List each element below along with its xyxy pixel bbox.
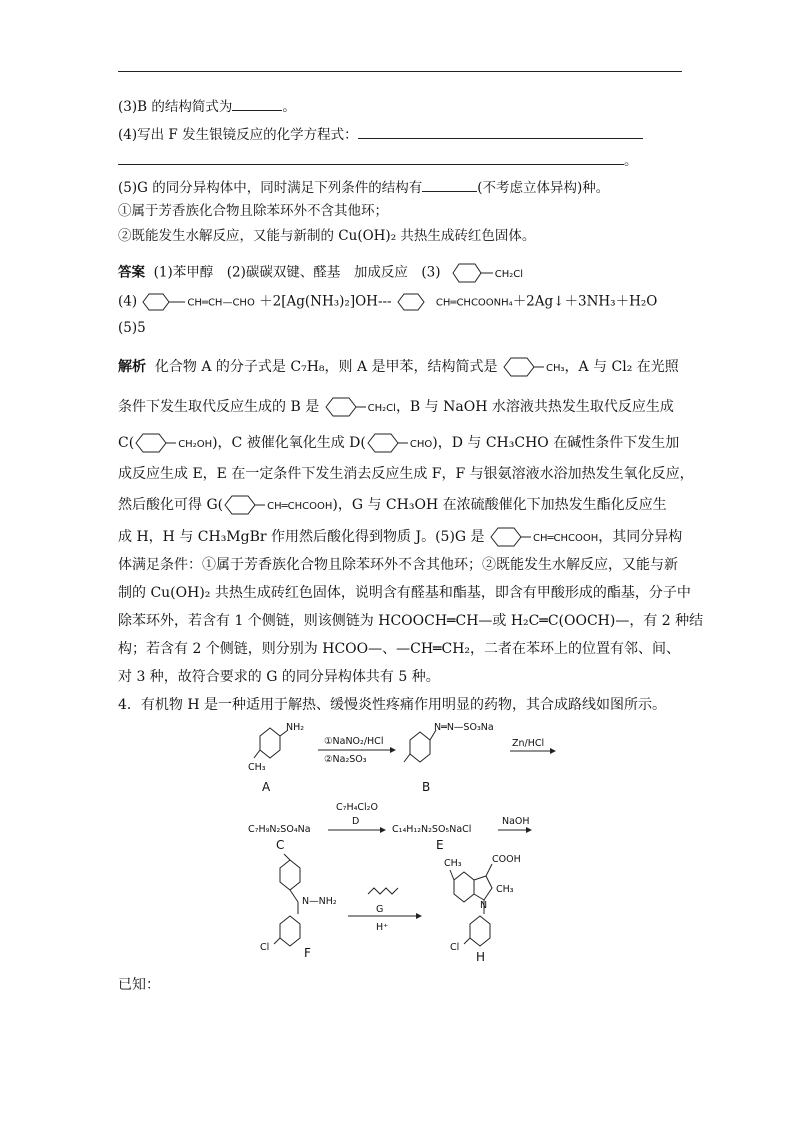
analysis-text: )，D 与 CH₃CHO 在碱性条件下发生加: [432, 435, 680, 451]
known-conditions-heading: 已知：: [118, 977, 160, 993]
q3-condition-1: ①属于芳香族化合物且除苯环外不含其他环；: [118, 203, 388, 219]
chlorine-label: Cl: [450, 942, 460, 953]
hydrazide-group-label: N—NH₂: [302, 896, 337, 907]
compound-h-label: H: [476, 950, 486, 964]
compound-h-pyrrole-ring: [474, 876, 492, 900]
analysis-line-1: [118, 356, 679, 378]
benzene-ring-icon: [134, 432, 178, 454]
reaction-1-reagent-bottom: ②Na₂SO₃: [324, 754, 367, 765]
reaction-1-reagent-top: ①NaNO₂/HCl: [324, 736, 384, 747]
analysis-text: ，A 与 Cl₂ 在光照: [564, 359, 679, 375]
arrow-head: [526, 827, 532, 833]
compound-h-benzo-ring: [454, 872, 474, 902]
q3-part5-end: (不考虑立体异构)种。: [477, 180, 610, 196]
arrow-head: [380, 827, 386, 833]
analysis-line-4: 成反应生成 E，E 在一定条件下发生消去反应生成 F，F 与银氨溶液水浴加热发生氧化反应，: [118, 466, 694, 482]
compound-b-label: B: [422, 780, 431, 794]
analysis-line-6: [118, 526, 682, 548]
q3-part5-text: (5)G 的同分异构体中，同时满足下列条件的结构有: [118, 180, 423, 196]
compound-c-formula: C₇H₉N₂SO₄Na: [248, 824, 311, 835]
analysis-text: 成 H，H 与 CH₃MgBr 作用然后酸化得到物质 J。(5)G 是: [118, 529, 485, 545]
analysis-line-2: [118, 396, 674, 418]
aldehyde-group: CHO: [409, 439, 433, 450]
benzene-ring-icon: [502, 356, 546, 378]
benzyl-alcohol-group: CH₂OH: [178, 439, 213, 450]
analysis-text: ，B 与 NaOH 水溶液共热发生取代反应生成: [395, 399, 674, 415]
compound-e-label: E: [436, 838, 444, 852]
cinnamic-acid-chain: CH═CHCOOH: [533, 533, 599, 544]
compound-f-ring-1: [280, 860, 300, 890]
amine-group-label: NH₂: [286, 722, 305, 733]
compound-a-ring: [260, 728, 280, 758]
bond: [254, 750, 260, 758]
q3-part5: [118, 179, 609, 196]
compound-b-ring: [410, 732, 430, 762]
analysis-text: 化合物 A 的分子式是 C₇H₈，则 A 是甲苯，结构简式是: [154, 359, 498, 375]
methyl-group-label: CH₃: [248, 762, 266, 773]
arrow-head: [390, 747, 396, 753]
answer-line-2: [118, 292, 657, 312]
analysis-line-8: 制的 Cu(OH)₂ 共热生成砖红色固体，说明含有醛基和酯基，即含有甲酸形成的酯基，分子中: [118, 585, 691, 601]
reaction-2-reagent: Zn/HCl: [512, 738, 545, 749]
carboxyl-group-label: COOH: [492, 854, 521, 865]
reaction-3-reagent-label: D: [352, 816, 360, 827]
compound-f-label: F: [304, 946, 311, 960]
bond: [464, 938, 470, 944]
reaction-3-reagent-formula: C₇H₄Cl₂O: [336, 802, 378, 813]
answer-product-chain: CH═CHCOONH₄: [435, 297, 513, 309]
bond: [486, 864, 492, 876]
toluene-methyl: CH₃: [545, 363, 565, 374]
compound-a-label: A: [262, 780, 271, 794]
q3-part3: [118, 98, 296, 115]
analysis-line-11: 对 3 种，故符合要求的 G 的同分异构体共有 5 种。: [118, 669, 440, 685]
analysis-text: ，其同分异构: [598, 529, 683, 545]
analysis-text: 条件下发生取代反应生成的 B 是: [118, 399, 320, 415]
benzyl-chloride-group: CH₂Cl: [367, 403, 396, 414]
reaction-5-acid: H⁺: [376, 922, 389, 933]
q3-part4-text: (4)写出 F 发生银镜反应的化学方程式：: [118, 127, 358, 143]
answer-part1-3: (1)苯甲醇 (2)碳碳双键、醛基 加成反应 (3): [153, 264, 441, 281]
reagent-g-skeleton: [368, 888, 398, 894]
analysis-line-3: [118, 432, 679, 454]
q3-condition-2: ②既能发生水解反应，又能与新制的 Cu(OH)₂ 共热生成砖红色固体。: [118, 228, 536, 244]
benzene-ring-icon: [141, 292, 187, 312]
compound-f-ring-2: [280, 916, 300, 946]
reaction-5-reagent: G: [376, 904, 384, 915]
bond: [290, 890, 298, 902]
answer-part4-prefix: (4): [118, 293, 138, 310]
chlorine-label: Cl: [260, 942, 270, 953]
analysis-line-9: 除苯环外，若含有 1 个侧链，则该侧链为 HCOOCH═CH—或 H₂C═C(OOCH)—，有 2 种结: [118, 613, 704, 629]
cinnamic-acid-chain: CH═CHCOOH: [267, 501, 333, 512]
q3-part4-line2: [118, 152, 638, 169]
answer-label: 答案: [118, 264, 145, 281]
answer-blank: [118, 152, 624, 165]
indole-nitrogen-label: N: [480, 900, 488, 911]
analysis-label: 解析: [118, 359, 146, 375]
analysis-line-7: 体满足条件：①属于芳香族化合物且除苯环外不含其他环；②既能发生水解反应，又能与新: [118, 557, 678, 573]
bond: [274, 938, 280, 944]
compound-h-chlorophenyl-ring: [470, 916, 490, 946]
reaction-arrow: ---: [377, 293, 392, 310]
answer-reagent: ＋2[Ag(NH₃)₂]OH: [259, 293, 378, 310]
answer-part5: (5)5: [118, 320, 146, 336]
answer-blank: [422, 179, 477, 192]
answer-b-substituent: CH₂Cl: [494, 268, 524, 280]
answer-blank: [358, 126, 643, 139]
analysis-text: )，G 与 CH₃OH 在浓硫酸催化下加热发生酯化反应生: [332, 497, 667, 513]
reaction-4-reagent: NaOH: [502, 816, 530, 827]
arrow-head: [416, 913, 422, 919]
arrow-head: [550, 748, 556, 754]
analysis-text: C(: [118, 435, 135, 451]
compound-e-formula: C₁₄H₁₂N₂SO₅NaCl: [392, 824, 472, 835]
analysis-line-10: 构；若含有 2 个侧链，则分别为 HCOO—、—CH═CH₂，二者在苯环上的位置有邻、间、: [118, 641, 681, 657]
benzene-ring-icon: [324, 396, 368, 418]
q3-part3-text: (3)B 的结构简式为: [118, 99, 233, 115]
q3-part3-end: 。: [282, 99, 296, 115]
answer-blank: [232, 98, 282, 111]
scheme-drawing: [240, 718, 580, 968]
answer-f-chain: CH═CH—CHO: [187, 297, 255, 309]
compound-c-label: C: [276, 838, 285, 852]
question-4-stem: 4．有机物 H 是一种适用于解热、缓慢炎性疼痛作用明显的药物，其合成路线如图所示。: [118, 697, 667, 713]
diazo-sulfonate-label: N═N—SO₃Na: [434, 722, 494, 733]
bond: [404, 754, 410, 762]
bond: [450, 870, 454, 880]
methoxy-methyl-label: CH₃: [444, 858, 462, 869]
q3-part4-end: 。: [624, 153, 638, 169]
analysis-text: )，C 被催化氧化生成 D(: [212, 435, 366, 451]
benzene-ring-icon: [223, 494, 267, 516]
benzene-ring-icon: [366, 432, 410, 454]
answer-products: ＋2Ag↓＋3NH₃＋H₂O: [512, 293, 658, 310]
analysis-text: 然后酸化可得 G(: [118, 497, 224, 513]
analysis-line-5: [118, 494, 667, 516]
bond: [284, 854, 290, 860]
q3-part4: [118, 126, 643, 143]
top-rule: [118, 71, 682, 72]
answer-line-1: [118, 262, 523, 284]
benzene-ring-icon: [489, 526, 533, 548]
synthesis-scheme: [240, 718, 580, 968]
methyl-group-label: CH₃: [496, 884, 514, 895]
benzene-ring-icon: [396, 292, 436, 312]
